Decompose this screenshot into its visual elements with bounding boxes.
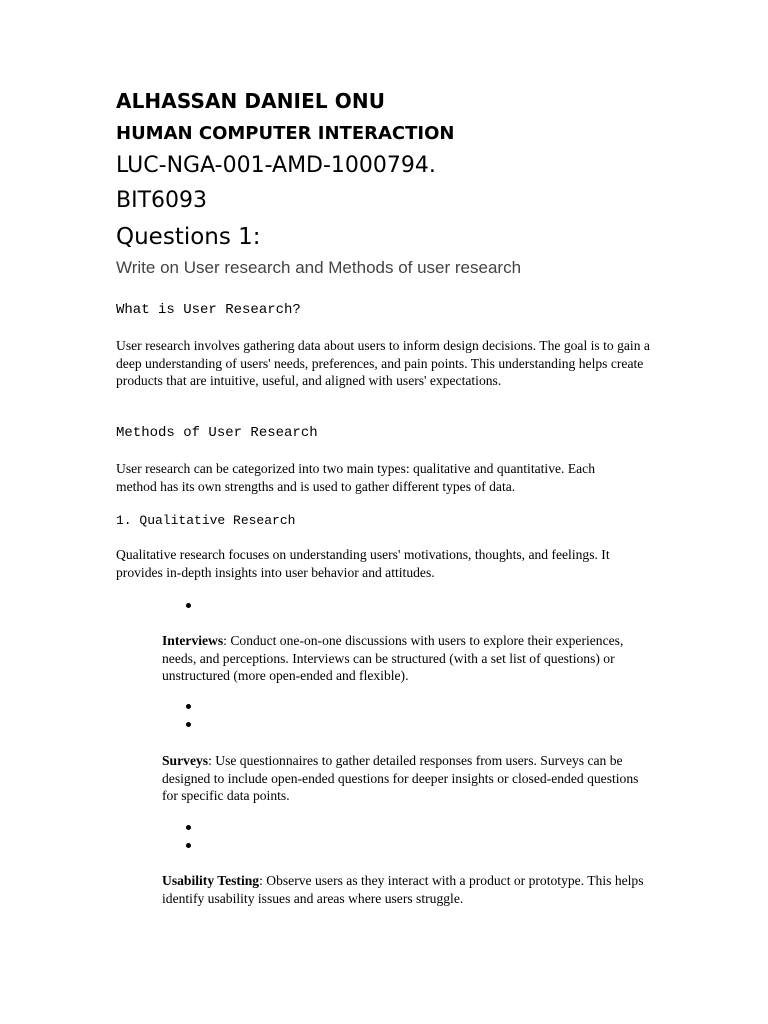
student-id: LUC-NGA-001-AMD-1000794. (116, 153, 436, 178)
course-title: HUMAN COMPUTER INTERACTION (116, 123, 455, 144)
usability-testing-term: Usability Testing (162, 873, 260, 888)
question-heading: Questions 1: (116, 224, 261, 250)
course-code: BIT6093 (116, 188, 208, 213)
interviews-text: : Conduct one-on-one discussions with users to explore their experiences, needs, and perceptions. Interviews can be structured (with a set list of questions) or unstructured (more open-ended and flexible). (162, 633, 624, 683)
surveys-term: Surveys (162, 753, 209, 768)
interviews-item (162, 632, 652, 685)
surveys-item (162, 752, 654, 805)
what-is-user-research-heading: What is User Research? (116, 302, 301, 318)
question-subtitle: Write on User research and Methods of user research (116, 258, 522, 277)
usability-testing-text: : Observe users as they interact with a product or prototype. This helps identify usability issues and areas where users struggle. (162, 873, 644, 906)
bullet-icon (186, 843, 191, 848)
bullet-icon (186, 603, 191, 608)
bullet-icon (186, 722, 191, 727)
methods-heading: Methods of User Research (116, 425, 318, 441)
bullet-icon (186, 825, 191, 830)
author-name: ALHASSAN DANIEL ONU (116, 89, 386, 113)
surveys-text: : Use questionnaires to gather detailed responses from users. Surveys can be designed to include open-ended questions for deeper insights or closed-ended questions for specific data points. (162, 753, 639, 803)
qualitative-heading: 1. Qualitative Research (116, 513, 296, 528)
interviews-term: Interviews (162, 633, 224, 648)
what-is-user-research-paragraph: User research involves gathering data about users to inform design decisions. The goal is to gain a deep understanding of users' needs, preferences, and pain points. This understanding helps create products that are intuitive, useful, and aligned with users' expectations. (116, 338, 650, 388)
bullet-icon (186, 704, 191, 709)
qualitative-paragraph: Qualitative research focuses on understanding users' motivations, thoughts, and feelings. It provides in-depth insights into user behavior and attitudes. (116, 547, 610, 580)
methods-paragraph: User research can be categorized into two main types: qualitative and quantitative. Each method has its own strengths and is used to gather different types of data. (116, 461, 595, 494)
usability-testing-item (162, 872, 652, 907)
